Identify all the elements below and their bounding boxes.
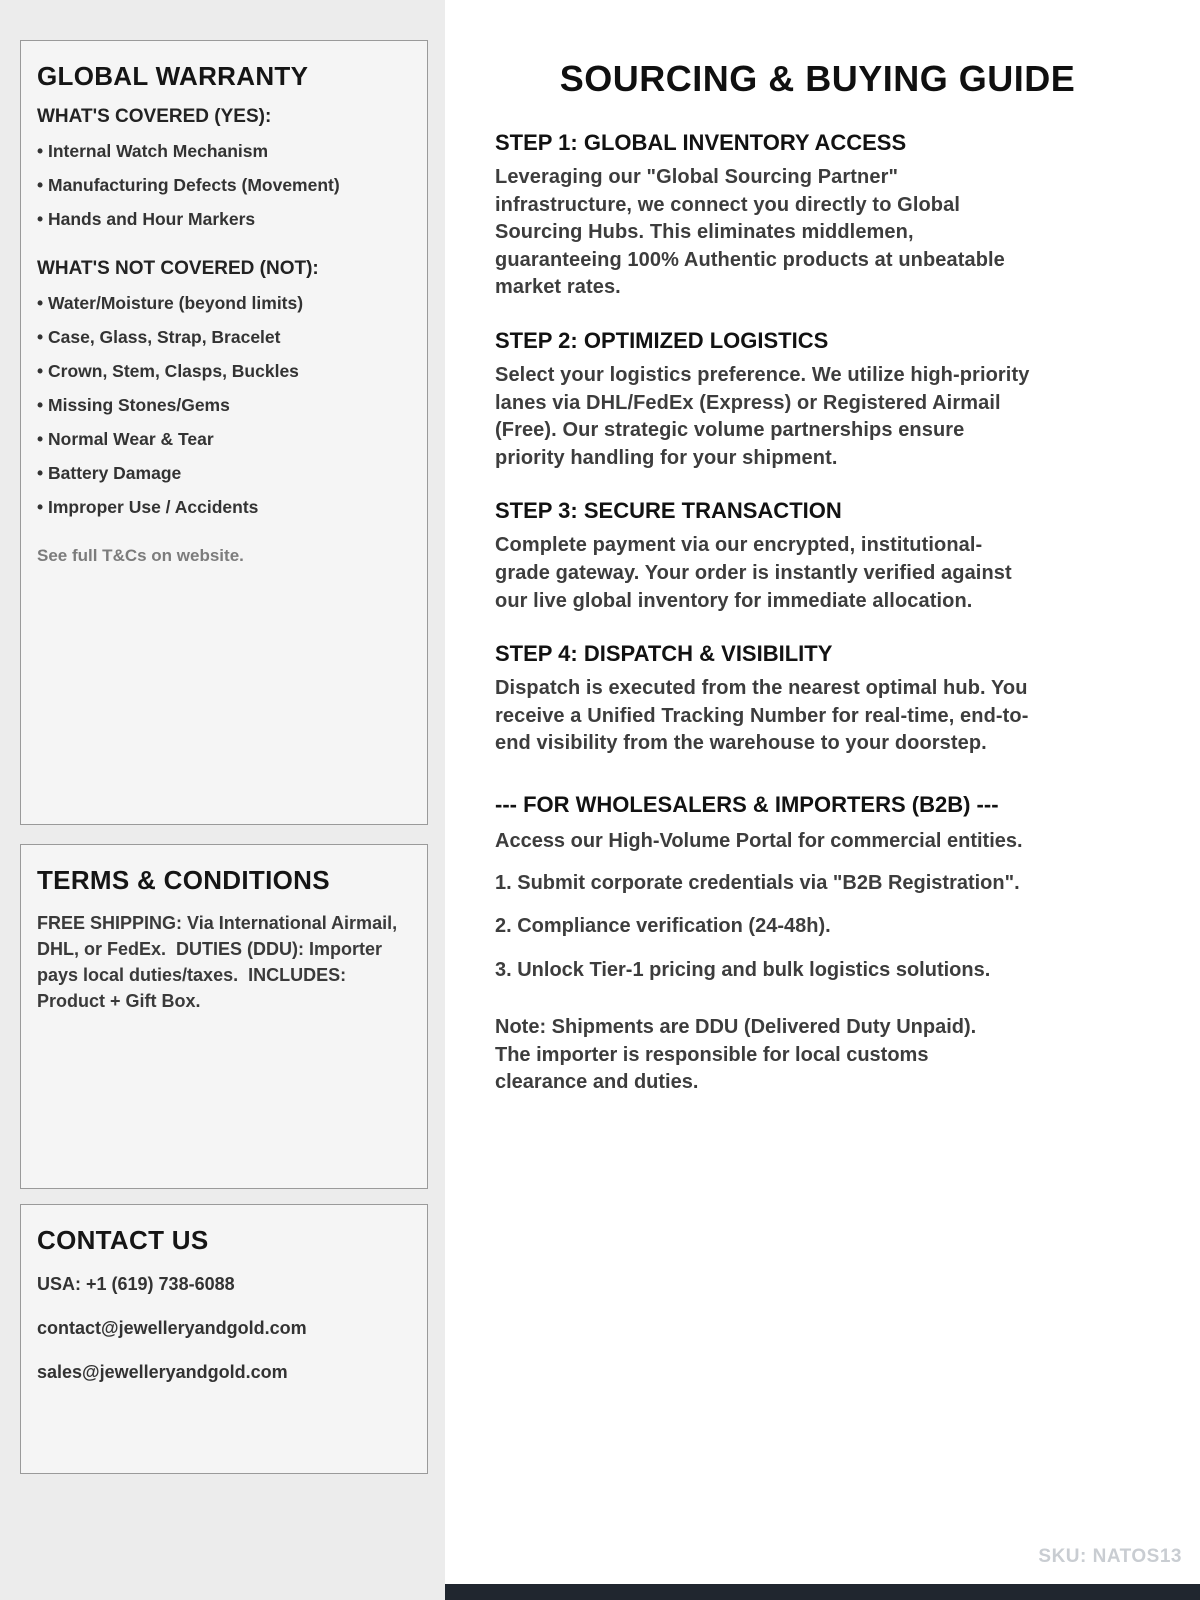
- covered-list: [37, 141, 411, 230]
- step-2-heading: STEP 2: OPTIMIZED LOGISTICS: [495, 327, 829, 353]
- list-item: • Water/Moisture (beyond limits): [37, 293, 411, 314]
- step-1-body: Leveraging our "Global Sourcing Partner" infrastructure, we connect you directly to Global Sourcing Hubs. This eliminates middlemen, guaranteeing 100% Authentic products at unbeatable market rates.: [495, 166, 1005, 299]
- sidebar: [0, 0, 445, 1600]
- b2b-item-3: 3. Unlock Tier-1 pricing and bulk logistics solutions.: [495, 958, 991, 981]
- step-3-body: Complete payment via our encrypted, institutional-grade gateway. Your order is instantly verified against our live global inventory for immediate allocation.: [495, 534, 1012, 612]
- list-item: • Manufacturing Defects (Movement): [37, 175, 411, 196]
- terms-body: FREE SHIPPING: Via International Airmail, DHL, or FedEx. DUTIES (DDU): Importer pays local duties/taxes. INCLUDES: Product + Gift Box.: [37, 913, 403, 1012]
- bottom-bar: [445, 1584, 1200, 1600]
- sku-label: SKU: NATOS13: [1038, 1546, 1182, 1567]
- list-item: • Case, Glass, Strap, Bracelet: [37, 327, 411, 348]
- contact-title: CONTACT US: [37, 1225, 209, 1255]
- b2b-note: Note: Shipments are DDU (Delivered Duty Unpaid). The importer is responsible for local customs clearance and duties.: [495, 1016, 977, 1094]
- list-item: • Battery Damage: [37, 463, 411, 484]
- terms-title: TERMS & CONDITIONS: [37, 865, 330, 895]
- covered-heading: WHAT'S COVERED (YES):: [37, 106, 272, 127]
- terms-panel: [20, 844, 428, 1189]
- list-item: • Crown, Stem, Clasps, Buckles: [37, 361, 411, 382]
- warranty-title: GLOBAL WARRANTY: [37, 61, 309, 91]
- step-1-heading: STEP 1: GLOBAL INVENTORY ACCESS: [495, 130, 907, 155]
- list-item: • Normal Wear & Tear: [37, 429, 411, 450]
- step-4-body: Dispatch is executed from the nearest optimal hub. You receive a Unified Tracking Number for real-time, end-to-end visibility from the warehouse to your doorstep.: [495, 677, 1029, 755]
- step-1-section: [495, 130, 1140, 302]
- page-title: SOURCING & BUYING GUIDE: [559, 58, 1076, 99]
- b2b-section: [495, 792, 1140, 1097]
- step-3-heading: STEP 3: SECURE TRANSACTION: [495, 498, 842, 524]
- list-item: • Missing Stones/Gems: [37, 395, 411, 416]
- step-4-heading: STEP 4: DISPATCH & VISIBILITY: [495, 641, 833, 667]
- not-covered-list: [37, 293, 411, 518]
- not-covered-heading: WHAT'S NOT COVERED (NOT):: [37, 258, 319, 279]
- contact-email-sales: sales@jewelleryandgold.com: [37, 1362, 288, 1382]
- main-content: [445, 0, 1200, 1600]
- warranty-panel: [20, 40, 428, 825]
- b2b-heading: --- FOR WHOLESALERS & IMPORTERS (B2B) ---: [495, 791, 999, 817]
- contact-phone: USA: +1 (619) 738-6088: [37, 1274, 235, 1294]
- list-item: • Internal Watch Mechanism: [37, 141, 411, 162]
- list-item: • Improper Use / Accidents: [37, 497, 411, 518]
- b2b-intro: Access our High-Volume Portal for commercial entities.: [495, 829, 1023, 852]
- step-3-section: [495, 498, 1140, 615]
- step-2-body: Select your logistics preference. We utilize high-priority lanes via DHL/FedEx (Express) or Registered Airmail (Free). Our strategic volume partnerships ensure priority handling for your shipment.: [495, 363, 1030, 469]
- warranty-footnote: See full T&Cs on website.: [37, 546, 244, 565]
- b2b-item-2: 2. Compliance verification (24-48h).: [495, 915, 831, 938]
- contact-email-primary: contact@jewelleryandgold.com: [37, 1318, 307, 1338]
- contact-panel: [20, 1204, 428, 1474]
- list-item: • Hands and Hour Markers: [37, 209, 411, 230]
- step-2-section: [495, 328, 1140, 472]
- b2b-item-1: 1. Submit corporate credentials via "B2B Registration".: [495, 871, 1020, 894]
- step-4-section: [495, 641, 1140, 758]
